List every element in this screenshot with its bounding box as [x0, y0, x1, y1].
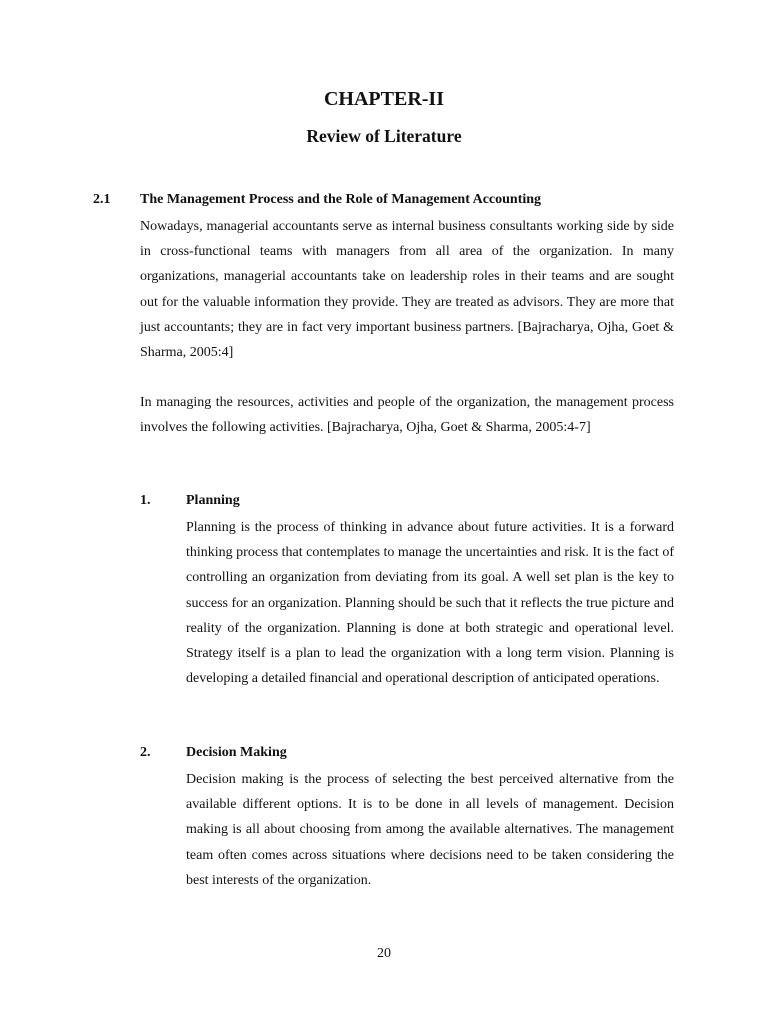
item-text-planning: Planning is the process of thinking in advance about future activities. It is a forward thinking process that contemplates to manage the uncertainties and risk. It is the fact of controlling an organization from deviating from its goal. A well set plan is the key to success for an organization. Planning should be such that it reflects the true picture and reality of the organization. Planning is done at both strategic and operational level. Strategy itself is a plan to lead the organization with a long term vision. Planning is developing a detailed financial and operational description of anticipated operations.: [186, 520, 674, 687]
section-title: The Management Process and the Role of Management Accounting: [140, 192, 542, 207]
section-number: 2.1: [93, 192, 111, 207]
item-title-decision-making: Decision Making: [186, 745, 287, 760]
item-number-planning: 1.: [140, 493, 151, 508]
chapter-title: CHAPTER-II: [323, 88, 444, 110]
item-text-decision-making: Decision making is the process of selecting the best perceived alternative from the available different options. It is to be done in all levels of management. Decision making is all about choosing from among the available alternatives. The management team often comes across situations where decisions need to be taken considering the best interests of the organization.: [186, 772, 674, 888]
item-number-decision-making: 2.: [140, 745, 151, 760]
section-paragraph-1: Nowadays, managerial accountants serve as internal business consultants working side by side in cross-functional teams with managers from all area of the organization. In many organizations, managerial accountants take on leadership roles in their teams and are sought out for the valuable information they provide. They are treated as advisors. They are more that just accountants; they are in fact very important business partners. [Bajracharya, Ojha, Goet & Sharma, 2005:4]: [140, 219, 674, 361]
section-paragraph-2: In managing the resources, activities and people of the organization, the management process involves the following activities. [Bajracharya, Ojha, Goet & Sharma, 2005:4-7]: [140, 395, 674, 436]
chapter-subtitle: Review of Literature: [306, 126, 462, 146]
page-number: 20: [377, 946, 391, 961]
item-title-planning: Planning: [186, 493, 240, 508]
